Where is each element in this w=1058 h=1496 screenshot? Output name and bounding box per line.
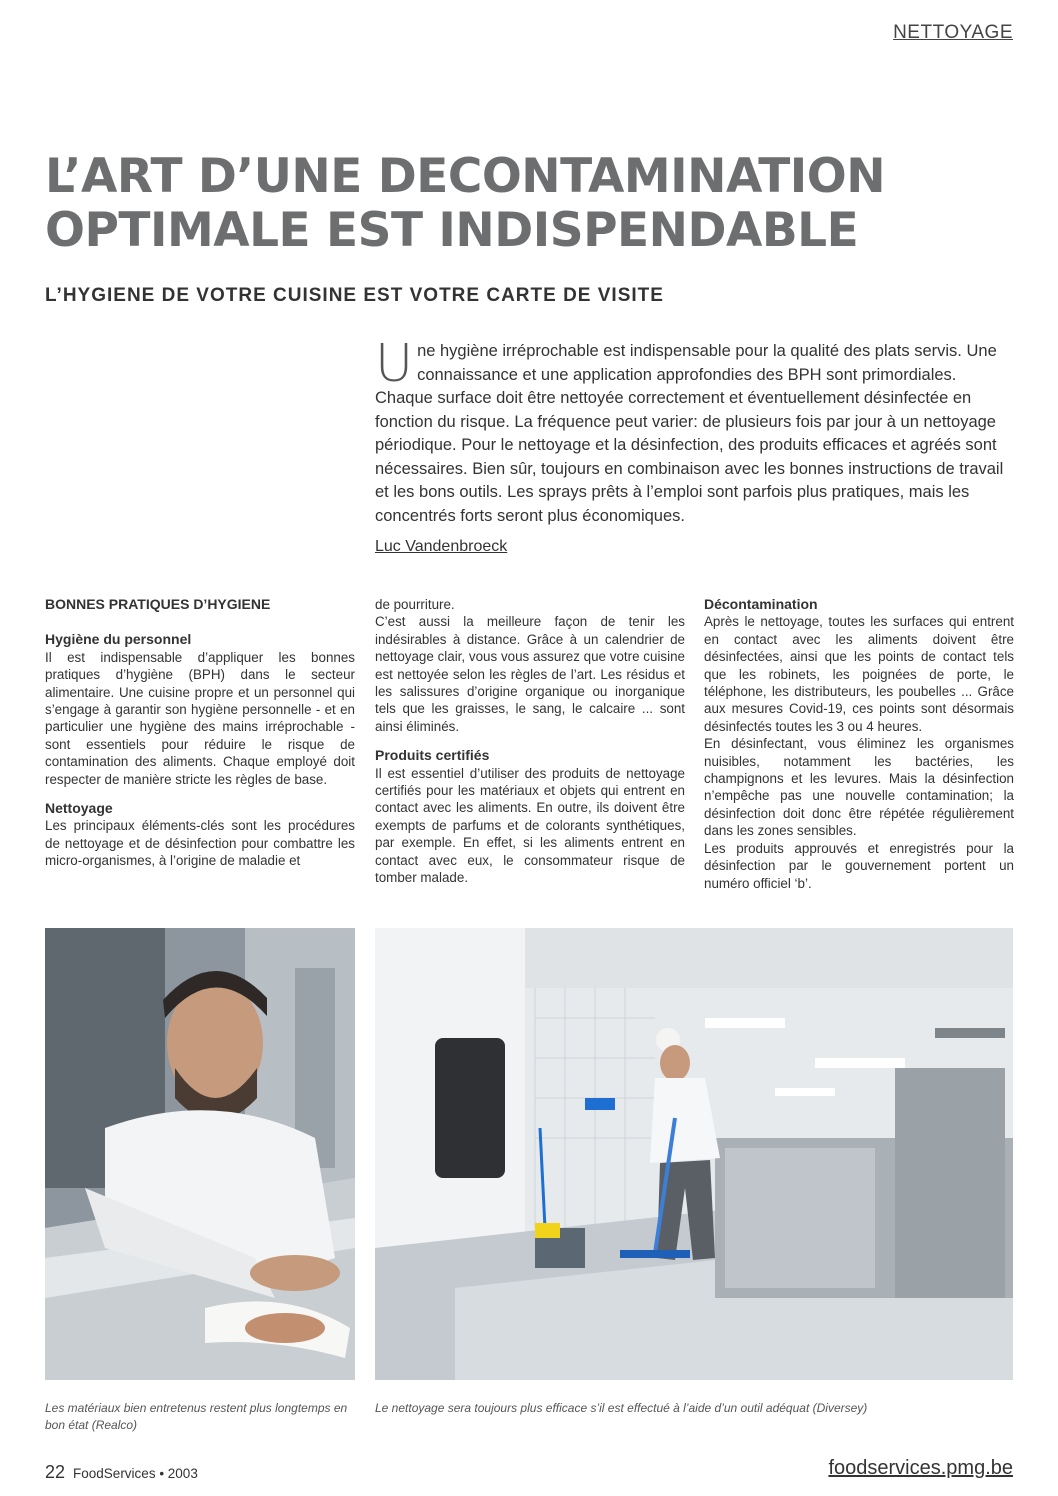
photo-kitchen-cleaning: [375, 928, 1013, 1380]
paragraph-decontamination-3: Les produits approuvés et enregistrés pour la désinfection par le gouvernement portent un numéro officiel ‘b’.: [704, 840, 1014, 891]
column-3: [704, 596, 1014, 892]
section-tag: NETTOYAGE: [893, 22, 1013, 43]
paragraph-calendrier: C’est aussi la meilleure façon de tenir les indésirables à distance. Grâce à un calendrier de nettoyage clair, vous vous assurez que votre cuisine est nettoyée selon les règles de l’art. Les résidus et les salissures d’origine organique ou inorganique tels que les graisses, le sang, le calcaire ... sont ainsi éliminés.: [375, 614, 685, 734]
footer-left: [45, 1462, 198, 1483]
lead-paragraph: [375, 334, 1015, 528]
website-link[interactable]: foodservices.pmg.be: [828, 1457, 1013, 1479]
column-2: [375, 596, 685, 887]
paragraph-decontamination-2: En désinfectant, vous éliminez les organismes nuisibles, notamment les bactéries, les champignons et les levures. Mais la désinfection n’empêche pas une nouvelle contamination; la désinfection doit donc être répétée régulièrement dans les zones sensibles.: [704, 736, 1014, 839]
section-heading: BONNES PRATIQUES D’HYGIENE: [45, 596, 271, 612]
author-byline: Luc Vandenbroeck: [375, 538, 508, 555]
lead-text: ne hygiène irréprochable est indispensable pour la qualité des plats servis. Une connaissance et une application approfondies des BPH sont primordiales. Chaque surface doit être nettoyée correctement et éventuellement désinfectée en fonction du risque. La fréquence peut varier: de plusieurs fois par jour à un nettoyage périodique. Pour le nettoyage et la désinfection, des produits efficaces et agréés sont nécessaires. Bien sûr, toujours en combinaison avec les bonnes instructions de travail et les bons outils. Les sprays prêts à l’emploi sont parfois plus pratiques, mais les concentrés forts seront plus économiques.: [375, 342, 1004, 525]
drop-cap: U: [375, 334, 414, 394]
article-title: L’ART D’UNE DECONTAMINATION OPTIMALE EST INDISPENDABLE: [45, 149, 886, 258]
subheading-decontamination: Décontamination: [704, 596, 818, 612]
subheading-produits: Produits certifiés: [375, 747, 490, 764]
subheading-personnel: Hygiène du personnel: [45, 631, 192, 648]
column-1: [45, 596, 355, 870]
photo-chef-wiping: [45, 928, 355, 1380]
page-number: 22: [45, 1462, 66, 1482]
caption-photo-1: Les matériaux bien entretenus restent plus longtemps en bon état (Realco): [45, 1401, 348, 1432]
paragraph-decontamination-1: Après le nettoyage, toutes les surfaces qui entrent en contact avec les aliments doivent être désinfectées, ainsi que les points de contact tels que les robinets, les poignées de porte, le téléphone, les distributeurs, les poubelles ... Grâce aux mesures Covid-19, ces points sont désormais désinfectés toutes les 3 ou 4 heures.: [704, 614, 1014, 734]
article-subtitle: L’HYGIENE DE VOTRE CUISINE EST VOTRE CARTE DE VISITE: [45, 285, 664, 306]
paragraph-nettoyage: Les principaux éléments-clés sont les procédures de nettoyage et de désinfection pour combattre les micro-organismes, à l’origine de maladie et: [45, 818, 355, 869]
paragraph-personnel: Il est indispensable d’appliquer les bonnes pratiques d’hygiène (BPH) dans le secteur alimentaire. Une cuisine propre et un personnel qui s’engage à garantir son hygiène personnelle - et en particulier une hygiène des mains irréprochable - sont essentiels pour réduire le risque de contamination des aliments. Chaque employé doit respecter de manière stricte les règles de base.: [45, 649, 355, 787]
subheading-nettoyage: Nettoyage: [45, 800, 113, 817]
paragraph-continuation: de pourriture.: [375, 597, 455, 612]
caption-photo-2: Le nettoyage sera toujours plus efficace s’il est effectué à l’aide d’un outil adéquat (Diversey): [375, 1401, 868, 1415]
magazine-issue: FoodServices • 2003: [73, 1466, 198, 1481]
paragraph-produits: Il est essentiel d’utiliser des produits de nettoyage certifiés pour les matériaux et objets qui entrent en contact avec les aliments. En outre, ils doivent être exempts de parfums et de colorants synthétiques, par exemple. En effet, si les aliments entrent en contact avec eux, le consommateur risque de tomber malade.: [375, 765, 685, 886]
